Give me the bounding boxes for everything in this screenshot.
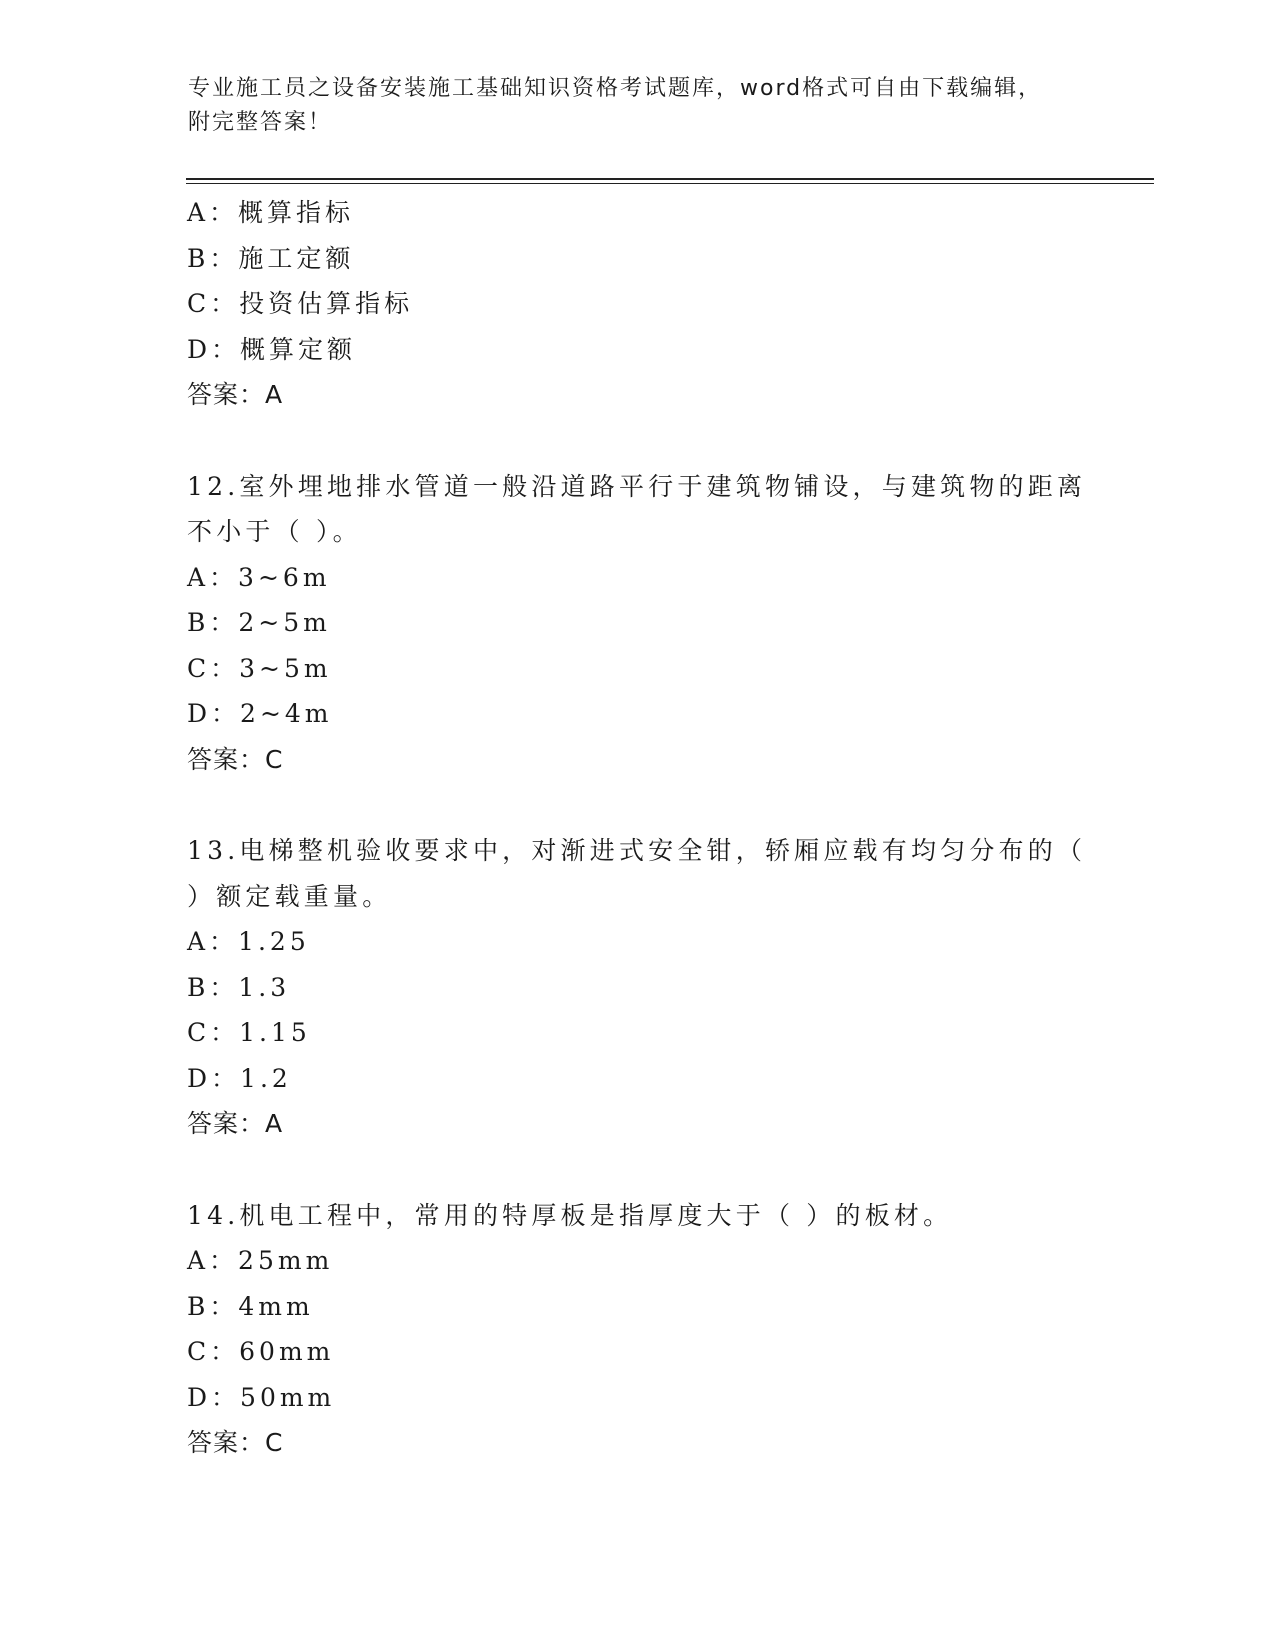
- question-list: [187, 190, 1127, 1466]
- header-divider: [186, 178, 1154, 184]
- question-block: [187, 464, 1127, 783]
- question-text-line: 14.机电工程中，常用的特厚板是指厚度大于（ ）的板材。: [187, 1200, 953, 1230]
- option-d: D：1.2: [187, 1063, 292, 1093]
- block-spacer: [187, 782, 1127, 828]
- block-spacer: [187, 1147, 1127, 1193]
- question-block: [187, 1193, 1127, 1466]
- question-text-line: 13.电梯整机验收要求中，对渐进式安全钳，轿厢应载有均匀分布的（: [187, 836, 1087, 865]
- option-b: B：1.3: [187, 972, 291, 1002]
- answer-line: 答案：C: [187, 1428, 284, 1457]
- answer-line: 答案：C: [187, 744, 284, 774]
- option-c: C：投资估算指标: [187, 289, 414, 318]
- question-text-line: 不小于（ ）。: [187, 517, 362, 546]
- option-b: B：4mm: [187, 1291, 314, 1321]
- block-spacer: [187, 418, 1127, 464]
- document-header: [188, 72, 1068, 140]
- option-d: D：2~4m: [187, 699, 333, 728]
- question-text-line: 12.室外埋地排水管道一般沿道路平行于建筑物铺设，与建筑物的距离: [187, 471, 1087, 501]
- option-d: D：概算定额: [187, 334, 357, 364]
- question-block: [187, 828, 1127, 1147]
- option-c: C：60mm: [187, 1337, 335, 1366]
- header-line-1: 专业施工员之设备安装施工基础知识资格考试题库，word格式可自由下载编辑，: [188, 76, 1043, 101]
- option-a: A：3~6m: [187, 562, 331, 592]
- option-a: A：概算指标: [187, 198, 355, 227]
- option-a: A：25mm: [187, 1246, 334, 1275]
- option-b: B：2~5m: [187, 608, 331, 637]
- option-d: D：50mm: [187, 1382, 336, 1412]
- option-c: C：3~5m: [187, 653, 332, 683]
- question-block: [187, 190, 1127, 418]
- answer-line: 答案：A: [187, 1109, 284, 1138]
- answer-line: 答案：A: [187, 380, 284, 409]
- question-text-line: ）额定载重量。: [187, 881, 392, 911]
- option-a: A：1.25: [187, 927, 310, 956]
- option-b: B：施工定额: [187, 243, 355, 273]
- option-c: C：1.15: [187, 1018, 311, 1047]
- header-line-2: 附完整答案！: [188, 110, 333, 135]
